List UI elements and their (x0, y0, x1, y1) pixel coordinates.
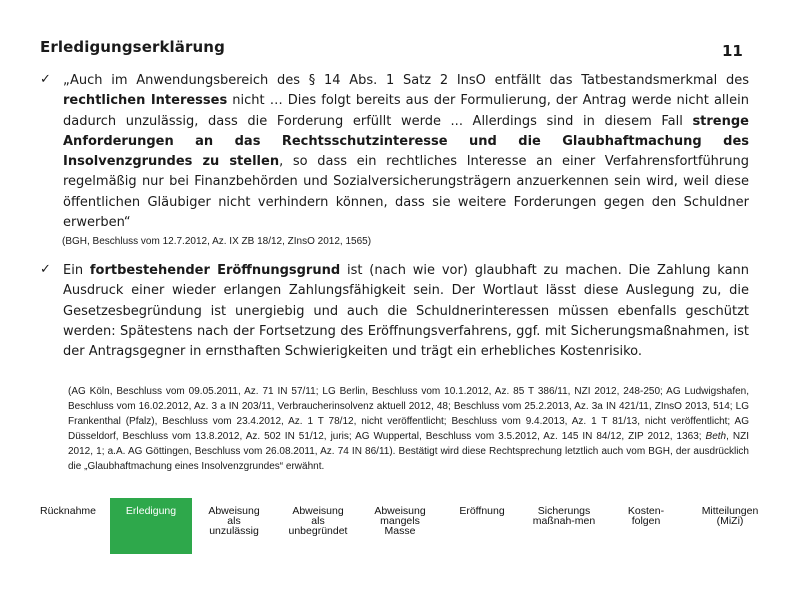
nav-label: Sicherungs maßnah-men (532, 505, 596, 527)
nav-label: Rücknahme (39, 505, 97, 517)
bullet-quote-bgh (63, 71, 749, 233)
bullet-2-text-2: ist (nach wie vor) glaubhaft zu machen. Die Zahlung kann Ausdruck einer wieder erlangen Zahlungsfähigkeit sein. Der Wortlaut lässt diese Auslegung zu, die Gesetzesbegründung ist unergiebig und auch die Schuldnerinteressen müssen ebenfalls geschützt werden: Spätestens nach der Fortsetzung des Eröffnungsverfahrens, ggf. mit Sicherungsmaßnahmen, ist der Antragsgegner in ernsthaften Schwierigkeiten und trägt ein erhebliches Kostenrisiko. (63, 263, 750, 360)
citation-author: Beth (705, 431, 727, 442)
nav-label: Erledigung (125, 505, 177, 517)
nav-label: Abweisung mangels Masse (374, 505, 426, 537)
bullet-1-text-3: , so dass ein rechtliches Interesse an einer Verfahrensfortführung regelmäßig nur bei Finanzbehörden und Sozialversicherungsträgern anzuerkennen sein wird, weil diese öffentlichen Gläubiger nicht verhindern können, dass sie weitere Forderungen gegen den Schuldner erwerben“ (63, 154, 749, 231)
check-icon: ✓ (40, 262, 51, 277)
nav-abweisung-unbegruendet[interactable] (278, 498, 358, 554)
nav-eroeffnung[interactable] (442, 498, 522, 554)
citation-case-law (68, 384, 749, 474)
nav-ruecknahme[interactable] (28, 498, 108, 554)
page-title: Erledigungserklärung (40, 38, 225, 56)
nav-mitteilungen[interactable] (690, 498, 770, 554)
bullet-2-bold-1: fortbestehender Eröffnungsgrund (89, 263, 341, 278)
nav-label: Abweisung als unzulässig (208, 505, 260, 537)
bottom-navigation (28, 498, 782, 554)
bullet-1-text-2: nicht … Dies folgt bereits aus der Formulierung, der Antrag werde nicht allein dadurch unzulässig, dass die Forderung erfüllt werde ... Allerdings sind in diesem Fall (63, 93, 749, 129)
nav-abweisung-mangels-masse[interactable] (360, 498, 440, 554)
nav-abweisung-unzulaessig[interactable] (194, 498, 274, 554)
nav-sicherungsmassnahmen[interactable] (524, 498, 604, 554)
page-number: 11 (722, 42, 743, 60)
nav-kostenfolgen[interactable] (606, 498, 686, 554)
nav-label: Abweisung als unbegründet (288, 505, 348, 537)
bullet-2-text-1: Ein (63, 263, 90, 278)
bullet-1-bold-2: strenge Anforderungen an das Rechtsschutzinteresse und die Glaubhaftmachung des Insolvenzgrundes zu stellen (63, 113, 749, 170)
bullet-1-bold-1: rechtlichen Interesses (63, 93, 228, 109)
nav-label: Kosten- folgen (627, 505, 665, 527)
bullet-1-text-1: „Auch im Anwendungsbereich des § 14 Abs. 1 Satz 2 InsO entfällt das Tatbestandsmerkmal des (63, 73, 749, 88)
nav-label: Eröffnung (459, 505, 505, 517)
bullet-eroeffnungsgrund (63, 261, 749, 362)
citation-text-1: (AG Köln, Beschluss vom 09.05.2011, Az. 71 IN 57/11; LG Berlin, Beschluss vom 10.1.2012, Az. 85 T 386/11, NZI 2012, 248-250; AG Ludwigshafen, Beschluss vom 16.02.2012, Az. 3 a IN 203/11, Verbraucherinsolvenz aktuell 2012, 48; Beschluss vom 25.2.2013, Az. 3a IN 421/11, ZInsO 2013, 514; LG Frankenthal (Pfalz), Beschluss vom 23.4.2012, Az. 1 T 78/12, nicht veröffentlicht; Beschluss vom 9.4.2013, Az. 1 T 81/13, nicht veröffentlicht; AG Düsseldorf, Beschluss vom 13.8.2012, Az. 502 IN 51/12, juris; AG Wuppertal, Beschluss vom 3.5.2012, Az. 145 IN 84/12, ZIP 2012, 1363; (68, 386, 749, 442)
check-icon: ✓ (40, 72, 51, 87)
nav-label: Mitteilungen (MiZi) (701, 505, 759, 527)
citation-text-2: , NZI 2012, 1; a.A. AG Göttingen, Beschluss vom 26.08.2011, Az. 74 IN 86/11). Bestätigt wird diese Rechtsprechung letztlich auch vom BGH, der ausdrücklich die „Glaubhaftmachung eines Insolvenzgrundes“ erwähnt. (68, 431, 749, 472)
citation-bgh: (BGH, Beschluss vom 12.7.2012, Az. IX ZB 18/12, ZInsO 2012, 1565) (62, 236, 372, 247)
nav-erledigung[interactable] (110, 498, 192, 554)
